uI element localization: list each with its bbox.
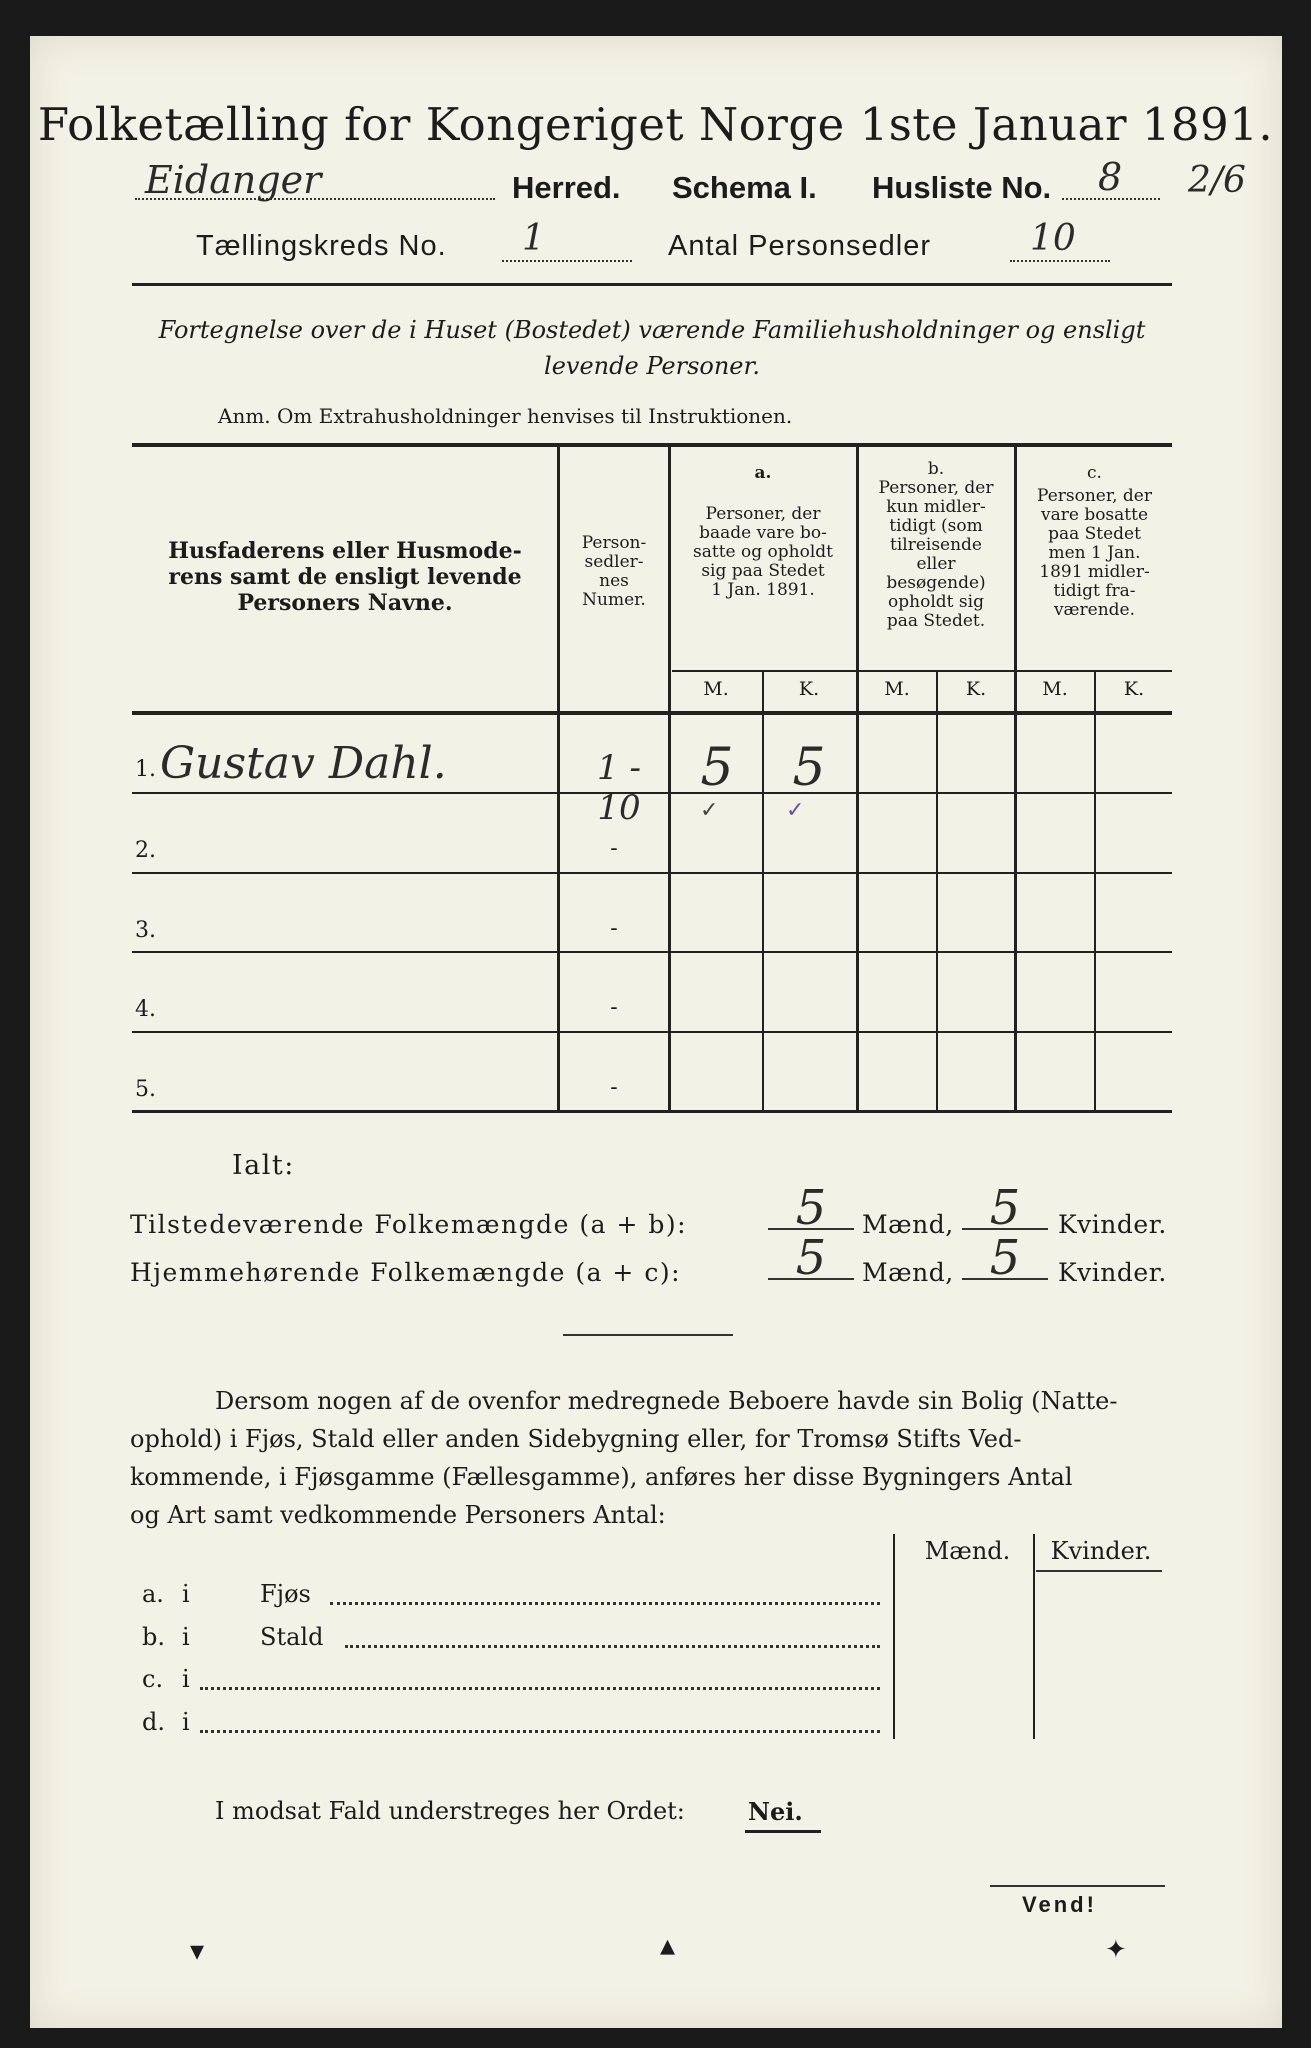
col-header-num: [562, 534, 666, 610]
nei-underline: [745, 1830, 821, 1833]
ink-mark: ✦: [1105, 1935, 1127, 1965]
col-divider-b-mk: [936, 672, 938, 1110]
col-header-b-line: tidigt (som: [889, 516, 983, 536]
row-number: 4.: [135, 997, 156, 1022]
building-i: i: [182, 1580, 190, 1608]
building-i: i: [182, 1665, 190, 1693]
buildings-line: og Art samt vedkommende Personers Antal:: [130, 1501, 666, 1529]
building-dots: [200, 1685, 880, 1690]
col-header-b-letter: b.: [927, 459, 945, 479]
col-header-num-line: Numer.: [582, 590, 646, 610]
col-header-name: [135, 538, 555, 616]
building-letter: a.: [142, 1580, 164, 1608]
husliste-number: 8: [1098, 155, 1123, 199]
col-a-m: M.: [703, 678, 729, 700]
col-c-k: K.: [1123, 678, 1145, 700]
building-i: i: [182, 1708, 190, 1736]
row-line: [132, 1031, 1172, 1033]
buildings-paragraph: [130, 1382, 1170, 1534]
row-num: -: [610, 916, 618, 941]
schema-label: Schema I.: [672, 170, 817, 205]
husliste-label: Husliste No.: [872, 170, 1052, 205]
col-header-b-line: eller: [916, 554, 956, 574]
section-divider: [563, 1334, 733, 1336]
col-header-a-line: Personer, der: [705, 504, 821, 524]
col-header-a-line: sig paa Stedet: [701, 561, 825, 581]
intro-line2: levende Personer.: [544, 352, 760, 380]
corner-note: 2/6: [1188, 160, 1246, 201]
col-header-c-line: Personer, der: [1037, 486, 1152, 506]
row-a-k: 5: [792, 738, 826, 798]
hjemme-kvinder: Kvinder.: [1058, 1258, 1167, 1287]
col-divider-name: [557, 445, 560, 1110]
col-header-num-line: Person-: [581, 533, 647, 553]
header-divider: [132, 283, 1172, 286]
col-header-num-line: sedler-: [584, 552, 644, 572]
tilstede-k: 5: [989, 1180, 1021, 1236]
buildings-line: ophold) i Fjøs, Stald eller anden Sidebygning eller, for Tromsø Stifts Ved-: [130, 1425, 1022, 1453]
building-row-a: [142, 1580, 311, 1608]
row-line: [132, 872, 1172, 874]
col-header-b-line: opholdt sig: [888, 592, 984, 612]
building-row-c: [142, 1665, 190, 1693]
form-title: Folketælling for Kongeriget Norge 1ste Januar 1891.: [37, 98, 1274, 151]
col-header-b-line: besøgende): [886, 573, 986, 593]
herred-name: Eidanger: [145, 158, 322, 202]
buildings-col-divider: [1033, 1534, 1035, 1739]
buildings-line: kommende, i Fjøsgamme (Fællesgamme), anføres her disse Bygningers Antal: [130, 1463, 1073, 1491]
hjemme-maend: Mænd,: [862, 1258, 954, 1287]
building-name: Stald: [260, 1623, 324, 1651]
col-header-a-line: satte og opholdt: [693, 542, 833, 562]
ink-mark: ▴: [660, 1928, 676, 1963]
table-bottom-border: [132, 1110, 1172, 1113]
col-header-c-line: 1891 midler-: [1039, 562, 1150, 582]
antal-value: 10: [1030, 218, 1076, 259]
row-num: -: [610, 1075, 618, 1100]
building-dots: [200, 1728, 880, 1733]
col-header-c-line: men 1 Jan.: [1048, 543, 1141, 563]
anm-note: Anm. Om Extrahusholdninger henvises til Instruktionen.: [218, 404, 793, 428]
building-i: i: [182, 1623, 190, 1651]
check-mark: ✓: [700, 798, 719, 823]
building-letter: c.: [142, 1665, 164, 1693]
building-row-b: [142, 1623, 323, 1651]
herred-label: Herred.: [512, 170, 621, 205]
row-num: 1 - 10: [597, 748, 641, 828]
col-b-k: K.: [965, 678, 987, 700]
row-number: 2.: [135, 838, 156, 863]
modsat-text: I modsat Fald understreges her Ordet:: [215, 1797, 685, 1825]
row-line: [132, 951, 1172, 953]
buildings-header-underline: [1036, 1570, 1162, 1572]
taellingskreds-number: 1: [522, 218, 545, 259]
col-c-m: M.: [1042, 678, 1068, 700]
buildings-line: Dersom nogen af de ovenfor medregnede Beboere havde sin Bolig (Natte-: [215, 1387, 1118, 1415]
col-header-c-line: vare bosatte: [1040, 505, 1149, 525]
col-header-c-line: tidigt fra-: [1053, 581, 1136, 601]
col-divider-c-mk: [1094, 672, 1096, 1110]
col-divider-num: [668, 445, 671, 1110]
building-dots: [330, 1600, 880, 1605]
col-header-num-line: nes: [599, 571, 629, 591]
row-num: -: [610, 836, 618, 861]
ink-mark: ▾: [190, 1934, 205, 1967]
intro-line1: Fortegnelse over de i Huset (Bostedet) værende Familiehusholdninger og ensligt: [158, 316, 1146, 344]
tilstede-label: Tilstedeværende Folkemængde (a + b):: [130, 1210, 688, 1239]
building-letter: b.: [142, 1623, 165, 1651]
col-header-c-letter: c.: [1087, 463, 1102, 483]
mk-header-line: [672, 670, 1172, 672]
vend-text: Vend!: [1022, 1892, 1097, 1917]
hjemme-m: 5: [795, 1230, 827, 1286]
col-header-name-line: Husfaderens eller Husmode-: [168, 538, 522, 564]
col-header-name-line: rens samt de ensligt levende: [168, 564, 522, 590]
buildings-kvinder-header: Kvinder.: [1050, 1537, 1152, 1565]
building-letter: d.: [142, 1708, 165, 1736]
row-number: 1.: [135, 757, 156, 782]
building-row-d: [142, 1708, 190, 1736]
col-header-name-line: Personers Navne.: [237, 590, 453, 616]
col-header-c: [1017, 464, 1172, 620]
tilstede-kvinder: Kvinder.: [1058, 1210, 1167, 1239]
row-number: 3.: [135, 918, 156, 943]
col-header-b: [859, 460, 1013, 631]
col-header-a-line: baade vare bo-: [699, 523, 827, 543]
row-name: Gustav Dahl.: [160, 738, 447, 789]
col-a-k: K.: [798, 678, 820, 700]
col-header-b-line: kun midler-: [886, 497, 986, 517]
check-mark: ✓: [786, 798, 805, 823]
col-header-b-line: paa Stedet.: [886, 611, 986, 631]
col-header-a: [672, 464, 854, 600]
antal-label: Antal Personsedler: [668, 230, 932, 262]
taellingskreds-label: Tællingskreds No.: [196, 230, 447, 262]
building-dots: [345, 1643, 880, 1648]
tilstede-m: 5: [795, 1180, 827, 1236]
col-header-b-line: tilreisende: [889, 535, 982, 555]
row-num: -: [610, 995, 618, 1020]
col-header-a-line: 1 Jan. 1891.: [711, 580, 815, 600]
col-header-a-letter: a.: [754, 463, 772, 483]
col-header-b-line: Personer, der: [878, 478, 994, 498]
vend-rule: [990, 1885, 1165, 1887]
col-b-m: M.: [884, 678, 910, 700]
building-name: Fjøs: [260, 1580, 311, 1608]
col-header-c-line: værende.: [1053, 600, 1136, 620]
nei-word: Nei.: [748, 1797, 803, 1826]
hjemme-k: 5: [989, 1230, 1021, 1286]
row-number: 5.: [135, 1077, 156, 1102]
row-a-m: 5: [700, 738, 734, 798]
ialt-label: Ialt:: [232, 1150, 295, 1181]
buildings-col-divider: [893, 1534, 895, 1739]
tilstede-maend: Mænd,: [862, 1210, 954, 1239]
hjemme-label: Hjemmehørende Folkemængde (a + c):: [130, 1258, 681, 1287]
col-header-c-line: paa Stedet: [1048, 524, 1141, 544]
buildings-maend-header: Mænd.: [924, 1537, 1011, 1565]
